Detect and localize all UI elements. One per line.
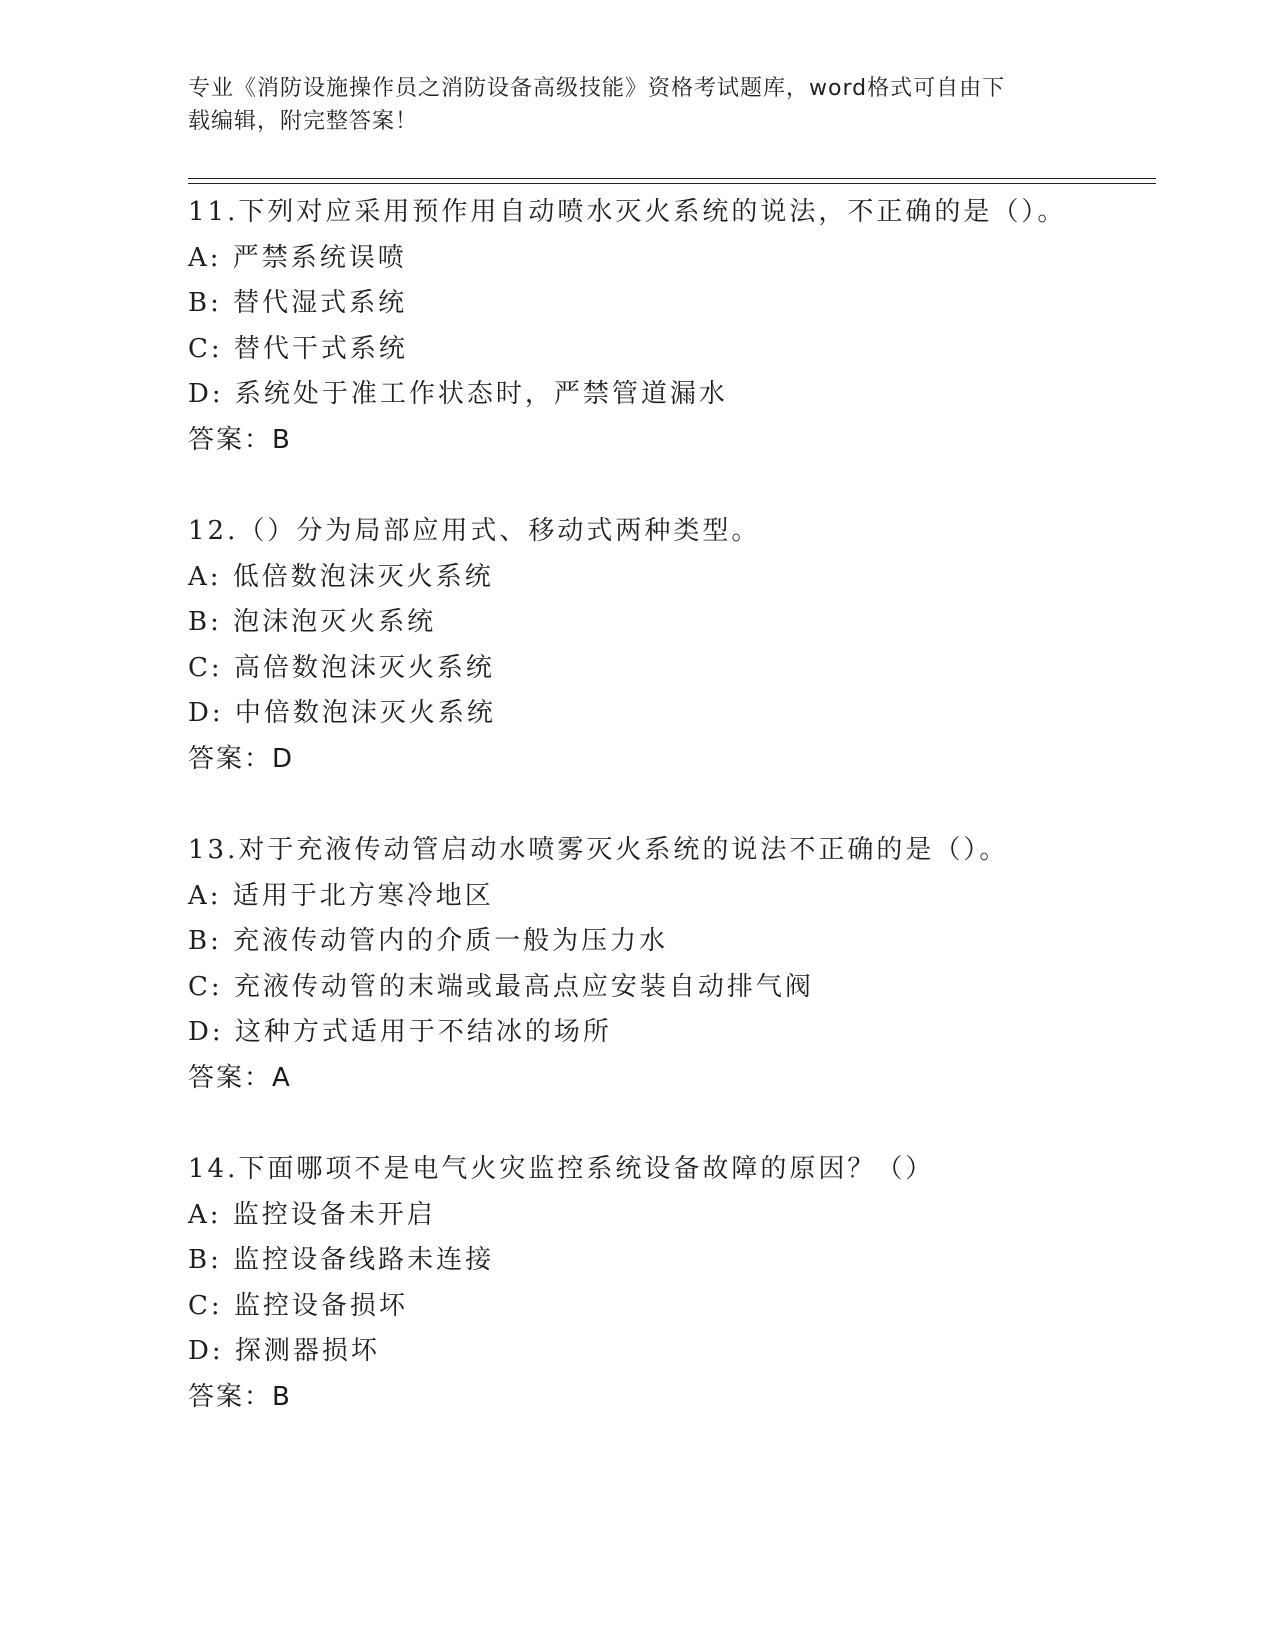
question-14 [188, 1147, 1148, 1420]
question-13 [188, 828, 1148, 1101]
option-c: C: 充液传动管的末端或最高点应安装自动排气阀 [188, 971, 814, 1002]
option-c: C: 替代干式系统 [188, 333, 408, 364]
header-divider-bottom [188, 183, 1156, 184]
question-12 [188, 509, 1148, 782]
header-line-1: 专业《消防设施操作员之消防设备高级技能》资格考试题库，word格式可自由下 [188, 76, 1006, 101]
document-header [188, 72, 1068, 138]
option-b: B: 泡沫泡灭火系统 [188, 607, 437, 637]
option-d: D: 系统处于准工作状态时，严禁管道漏水 [188, 379, 728, 409]
answer-line: 答案：A [188, 1062, 292, 1093]
option-c: C: 监控设备损坏 [188, 1290, 408, 1321]
option-d: D: 中倍数泡沫灭火系统 [188, 698, 496, 728]
option-d: D: 这种方式适用于不结冰的场所 [188, 1017, 612, 1047]
question-stem: 14.下面哪项不是电气火灾监控系统设备故障的原因？（） [188, 1154, 935, 1184]
question-stem: 11.下列对应采用预作用自动喷水灭火系统的说法，不正确的是（）。 [188, 197, 1067, 227]
answer-line: 答案：D [188, 743, 295, 774]
answer-line: 答案：B [188, 1381, 292, 1412]
option-a: A: 严禁系统误喷 [188, 242, 407, 273]
option-a: A: 适用于北方寒冷地区 [188, 880, 494, 911]
question-stem: 13.对于充液传动管启动水喷雾灭火系统的说法不正确的是（）。 [188, 835, 1009, 865]
option-b: B: 替代湿式系统 [188, 288, 408, 318]
option-d: D: 探测器损坏 [188, 1336, 380, 1366]
option-a: A: 低倍数泡沫灭火系统 [188, 561, 494, 592]
option-a: A: 监控设备未开启 [188, 1199, 436, 1230]
option-b: B: 监控设备线路未连接 [188, 1245, 495, 1275]
option-b: B: 充液传动管内的介质一般为压力水 [188, 926, 669, 956]
header-divider-top [188, 178, 1156, 179]
header-line-2: 载编辑，附完整答案！ [188, 109, 419, 134]
answer-line: 答案：B [188, 424, 292, 455]
question-stem: 12.（）分为局部应用式、移动式两种类型。 [188, 516, 761, 546]
question-11 [188, 190, 1148, 463]
option-c: C: 高倍数泡沫灭火系统 [188, 652, 495, 683]
